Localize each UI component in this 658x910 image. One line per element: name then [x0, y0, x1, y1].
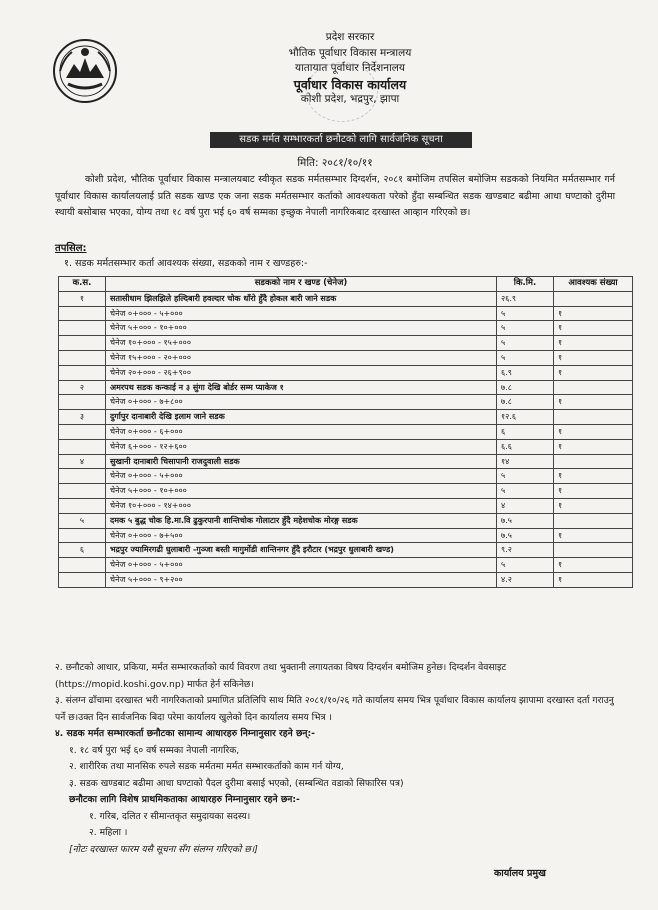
table-row — [59, 498, 633, 513]
row-km: ७.८ — [497, 395, 554, 410]
row-sn — [59, 424, 106, 439]
table-row — [59, 306, 633, 321]
intro-paragraph: कोशी प्रदेश, भौतिक पूर्वाधार विकास मन्त्रालयबाट स्वीकृत सडक मर्मतसम्भार दिग्दर्शन, २०८१ बमोजिम तपसिल बमोजिम सडकको नियमित मर्मतसम्भार गर्न पूर्वाधार विकास कार्यालयलाई प्रति सडक खण्ड एक जना सडक मर्मतसम्भार कर्ताको आवश्यकता परेको हुँदा सम्बन्धित सडक खण्डबाट बढीमा आधा घण्टाको दुरीमा स्थायी बसोबास भएका, योग्य तथा १८ वर्ष पुरा भई ६० वर्ष सम्मका इच्छुक नेपाली नागरिकबाट दरखास्त आव्हान गरिएको छ। — [55, 174, 615, 218]
item-1-heading: १. सडक मर्मतसम्भार कर्ता आवश्यक संख्या, सडकको नाम र खण्डहरु:- — [64, 258, 308, 269]
row-sn: ४ — [59, 454, 106, 469]
header-line-1: प्रदेश सरकार — [325, 31, 375, 43]
row-km: ६ — [497, 424, 554, 439]
table-row — [59, 543, 633, 558]
row-required — [554, 291, 633, 306]
table-header-row — [59, 277, 633, 292]
row-required — [554, 513, 633, 528]
footnote: [नोटः दरखास्त फारम यसै सूचना सँग संलग्न गरिएको छ।] — [69, 843, 258, 855]
table-row — [59, 350, 633, 365]
row-road-name: चेनेज १०+००० - १५+००० — [106, 336, 497, 351]
criteria-item: १. १८ वर्ष पुरा भई ६० वर्ष सम्मका नेपाली नागरिक, — [69, 744, 240, 756]
signature-office-head: कार्यालय प्रमुख — [494, 868, 546, 879]
table-row — [59, 484, 633, 499]
row-km: ४.२ — [497, 572, 554, 587]
table-row — [59, 454, 633, 469]
priority-title: छनौटका लागि विशेष प्राथमिकताका आधारहरु निम्नानुसार रहने छन:- — [69, 794, 300, 805]
row-road-name: चेनेज ६+००० - १२+६०० — [106, 439, 497, 454]
header-km: कि.मि. — [497, 277, 554, 292]
table-row — [59, 469, 633, 484]
row-road-name: चेनेज ०+००० - ७+५०० — [106, 528, 497, 543]
nepal-government-emblem-icon — [52, 38, 118, 104]
row-road-name: चेनेज २०+००० - २६+९०० — [106, 365, 497, 380]
row-sn — [59, 528, 106, 543]
row-required: १ — [554, 572, 633, 587]
row-km: ९.२ — [497, 543, 554, 558]
row-km: ४ — [497, 498, 554, 513]
row-road-name: सुखानी दानाबारी चिसापानी राजदुवाली सडक — [106, 454, 497, 469]
row-sn — [59, 350, 106, 365]
criteria-item: २. शारीरिक तथा मानसिक रुपले सडक मर्मतमा मर्मत सम्भारकर्ताको काम गर्न योग्य, — [69, 761, 344, 772]
row-required: १ — [554, 484, 633, 499]
notes-section — [55, 660, 625, 858]
row-km: ५ — [497, 558, 554, 573]
row-required: १ — [554, 306, 633, 321]
row-sn — [59, 365, 106, 380]
row-required — [554, 410, 633, 425]
row-sn — [59, 306, 106, 321]
row-km: ५ — [497, 350, 554, 365]
table-row — [59, 321, 633, 336]
row-road-name: भद्रपुर ज्यामिरगढी धुलाबारी -गुञ्जा बस्ती मागुर्मोडी शान्तिनगर हुँदै इरौटार (भद्रपुर धुलाबारी खण्ड) — [106, 543, 497, 558]
row-road-name: अमरपथ सडक कन्काई न ३ सुंगा देखि बोर्डर सम्म प्याकेज १ — [106, 380, 497, 395]
row-km: ५ — [497, 484, 554, 499]
road-sections-table — [58, 276, 633, 588]
row-km: १२.६ — [497, 410, 554, 425]
row-km: २६.९ — [497, 291, 554, 306]
row-required — [554, 543, 633, 558]
row-km: ६.९ — [497, 365, 554, 380]
row-sn: ५ — [59, 513, 106, 528]
row-road-name: चेनेज ०+००० - ७+८०० — [106, 395, 497, 410]
header-line-4: पूर्वाधार विकास कार्यालय — [293, 76, 407, 92]
row-required: १ — [554, 336, 633, 351]
note-2: २. छनौटको आधार, प्रकिया, मर्मत सम्भारकर्ताको कार्य विवरण तथा भुक्तानी लगायतका विषय दिग्दर्शन बमोजिम हुनेछ। दिग्दर्शन वेवसाइट (https://mopid.koshi.gov.np) मार्फत हेर्न सकिनेछ। — [55, 662, 507, 690]
row-required: १ — [554, 365, 633, 380]
header-line-3: यातायात पूर्वाधार निर्देशनालय — [295, 62, 405, 74]
row-road-name: चेनेज ५+००० - ९+२०० — [106, 572, 497, 587]
row-required: १ — [554, 498, 633, 513]
row-required: १ — [554, 528, 633, 543]
row-road-name: चेनेज ०+००० - ५+००० — [106, 469, 497, 484]
row-sn — [59, 321, 106, 336]
table-row — [59, 439, 633, 454]
row-required: १ — [554, 439, 633, 454]
row-km: ७.५ — [497, 513, 554, 528]
row-sn: ६ — [59, 543, 106, 558]
note-3: ३. संलग्न ढाँचामा दरखास्त भरी नागरिकताको प्रमाणित प्रतिलिपि साथ मिति २०८१/१०/२६ गते कार्यालय समय भित्र पूर्वाधार विकास कार्यालय झापामा दरखास्त दर्ता गराउनु पर्ने छ।उक्त दिन सार्वजनिक बिदा परेमा कार्यालय खुलेको दिन कार्यालय समय भित्र । — [55, 695, 614, 723]
row-road-name: चेनेज ०+००० - ५+००० — [106, 306, 497, 321]
row-road-name: दुर्गापुर दानाबारी देखि इलाम जाने सडक — [106, 410, 497, 425]
table-row — [59, 380, 633, 395]
row-sn — [59, 336, 106, 351]
row-km: ७.५ — [497, 528, 554, 543]
note-4-title: ४. सडक मर्मत सम्भारकर्ता छनौटका सामान्य आधारहरु निम्नानुसार रहने छन्:- — [55, 728, 315, 739]
row-sn — [59, 498, 106, 513]
row-required: १ — [554, 321, 633, 336]
letterhead — [220, 30, 480, 108]
header-road-name: सडकको नाम र खण्ड (चेनेज) — [106, 277, 497, 292]
row-required — [554, 380, 633, 395]
row-road-name: चेनेज ०+००० - ५+००० — [106, 558, 497, 573]
table-row — [59, 291, 633, 306]
row-sn — [59, 572, 106, 587]
header-line-5: कोशी प्रदेश, भद्रपुर, झापा — [300, 93, 400, 105]
table-row — [59, 558, 633, 573]
notice-date: मिति: २०८१/१०/११ — [297, 157, 373, 169]
row-sn: १ — [59, 291, 106, 306]
row-road-name: चेनेज ५+००० - १०+००० — [106, 321, 497, 336]
priority-item: २. महिला । — [89, 827, 128, 838]
table-row — [59, 410, 633, 425]
row-required: १ — [554, 424, 633, 439]
row-km: ७.८ — [497, 380, 554, 395]
notice-title: सडक मर्मत सम्भारकर्ता छनौटको लागि सार्वजनिक सूचना — [210, 132, 472, 148]
row-required: १ — [554, 395, 633, 410]
row-km: १४ — [497, 454, 554, 469]
row-km: ५ — [497, 469, 554, 484]
row-road-name: चेनेज १०+००० - १४+००० — [106, 498, 497, 513]
criteria-item: ३. सडक खण्डबाट बढीमा आधा घण्टाको पैदल दुरीमा बसाई भएको, (सम्बन्धित वडाको सिफारिस पत्र) — [69, 777, 404, 789]
row-road-name: चेनेज ०+००० - ६+००० — [106, 424, 497, 439]
table-row — [59, 336, 633, 351]
row-km: ५ — [497, 336, 554, 351]
row-km: ६.६ — [497, 439, 554, 454]
table-row — [59, 395, 633, 410]
row-sn: ३ — [59, 410, 106, 425]
table-row — [59, 424, 633, 439]
row-km: ५ — [497, 306, 554, 321]
row-road-name: चेनेज ५+००० - १०+००० — [106, 484, 497, 499]
row-required: १ — [554, 469, 633, 484]
header-required: आवश्यक संख्या — [554, 277, 633, 292]
table-row — [59, 365, 633, 380]
header-sn: क.स. — [59, 277, 106, 292]
row-sn: २ — [59, 380, 106, 395]
row-sn — [59, 469, 106, 484]
table-row — [59, 572, 633, 587]
row-km: ५ — [497, 321, 554, 336]
header-line-2: भौतिक पूर्वाधार विकास मन्त्रालय — [288, 46, 412, 59]
row-sn — [59, 395, 106, 410]
schedule-heading: तपसिल: — [55, 243, 87, 254]
row-sn — [59, 484, 106, 499]
row-required — [554, 454, 633, 469]
table-row — [59, 513, 633, 528]
row-road-name: सतासीधाम झिलझिले हल्दिबारी हवल्दार चोक धाँरो हुँदै होकल बारी जाने सडक — [106, 291, 497, 306]
row-sn — [59, 558, 106, 573]
row-road-name: चेनेज १५+००० - २०+००० — [106, 350, 497, 365]
row-sn — [59, 439, 106, 454]
row-required: १ — [554, 350, 633, 365]
row-road-name: दमक ५ बुद्ध चोक हि.मा.वि ढुकुरपानी शान्तिचोक गोलाटार हुँदै महेशचोक मोरङ्ग सडक — [106, 513, 497, 528]
row-required: १ — [554, 558, 633, 573]
table-row — [59, 528, 633, 543]
priority-item: १. गरिब, दलित र सीमान्तकृत समुदायका सदस्य। — [89, 810, 251, 822]
